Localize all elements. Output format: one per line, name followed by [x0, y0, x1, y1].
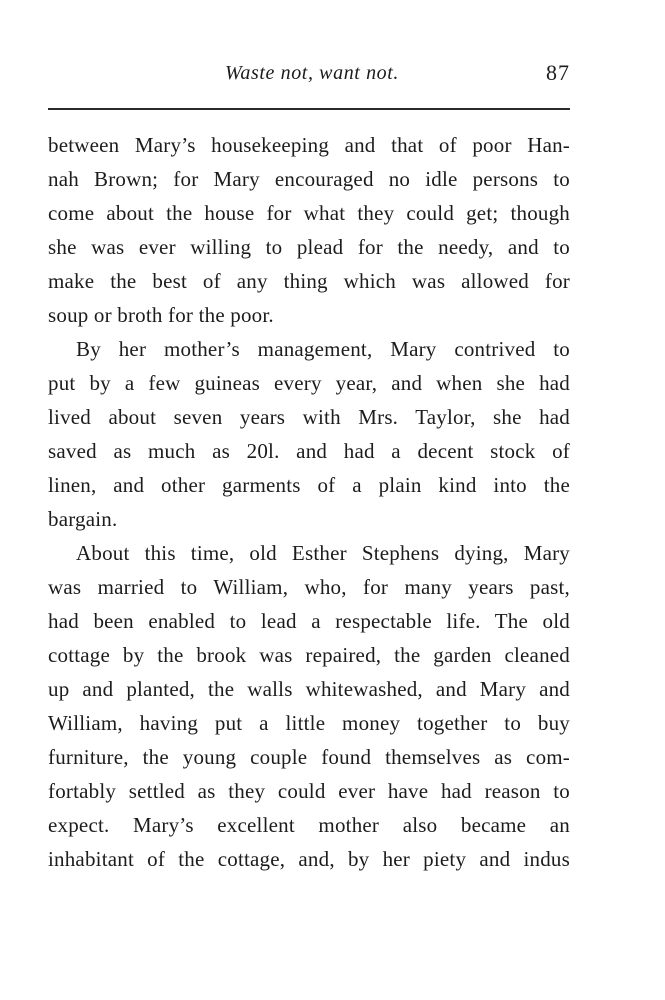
page-number: 87 — [546, 60, 570, 85]
text-line: saved as much as 20l. and had a decent stock of — [48, 439, 570, 463]
text-line: cottage by the brook was repaired, the garden cleaned — [48, 643, 570, 667]
text-line: linen, and other garments of a plain kind into the — [48, 473, 570, 497]
text-line: had been enabled to lead a respectable life. The old — [48, 609, 570, 633]
running-title: Waste not, want not. — [224, 62, 400, 84]
text-line: By her mother’s management, Mary contrived to — [76, 337, 570, 361]
text-line: put by a few guineas every year, and when she had — [48, 371, 570, 395]
text-line: between Mary’s housekeeping and that of poor Han- — [48, 133, 570, 157]
text-line: she was ever willing to plead for the needy, and to — [48, 235, 570, 259]
text-line: About this time, old Esther Stephens dying, Mary — [76, 541, 570, 565]
text-line: make the best of any thing which was allowed for — [48, 269, 570, 293]
header-rule — [48, 108, 570, 110]
body-text — [48, 128, 570, 876]
text-line: nah Brown; for Mary encouraged no idle persons to — [48, 167, 570, 191]
text-line: come about the house for what they could get; though — [48, 201, 570, 225]
running-head — [48, 58, 576, 98]
text-line: furniture, the young couple found themselves as com- — [48, 745, 570, 769]
paragraph — [48, 536, 570, 876]
text-line: fortably settled as they could ever have had reason to — [48, 779, 570, 803]
text-line: expect. Mary’s excellent mother also became an — [48, 813, 570, 837]
text-line: lived about seven years with Mrs. Taylor, she had — [48, 405, 570, 429]
text-line: William, having put a little money together to buy — [48, 711, 570, 735]
text-line: was married to William, who, for many years past, — [48, 575, 570, 599]
paragraph — [48, 128, 570, 332]
text-line: soup or broth for the poor. — [48, 303, 274, 327]
text-line: inhabitant of the cottage, and, by her piety and indus — [48, 847, 570, 871]
paragraph — [48, 332, 570, 536]
text-line: bargain. — [48, 507, 118, 531]
text-line: up and planted, the walls whitewashed, and Mary and — [48, 677, 570, 701]
